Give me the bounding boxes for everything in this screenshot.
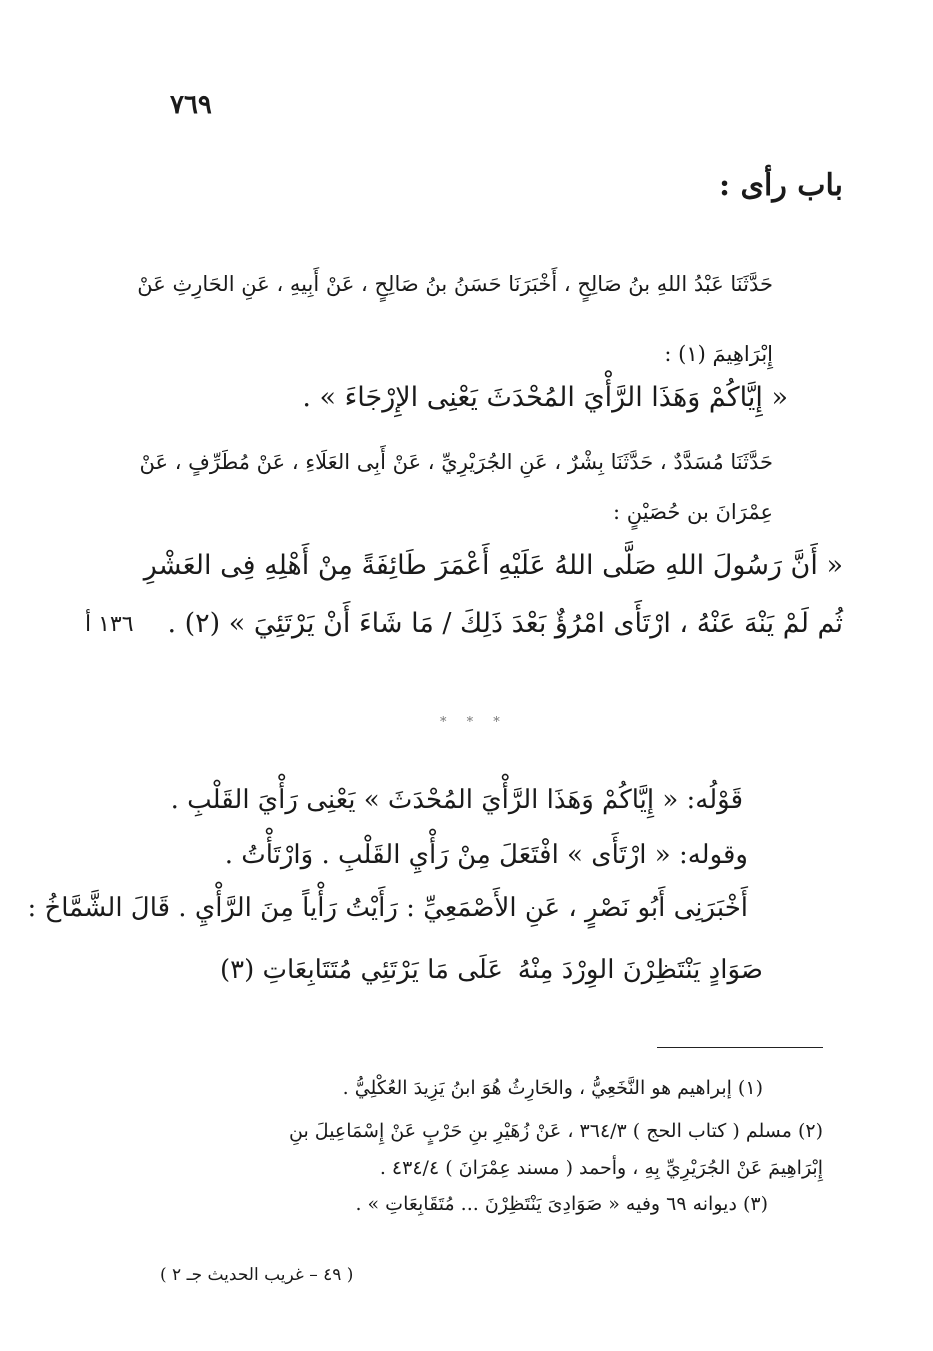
page-number: ٧٦٩ [170, 90, 212, 120]
hadith-text: ثُم لَمْ يَنْهَ عَنْهُ ، ارْتَأَى امْرُؤٌ بَعْدَ ذَلِكَ / مَا شَاءَ أَنْ يَرْتَئِيَ » (٢) . [167, 608, 843, 639]
verse-hemistich: عَلَى مَا يَرْتَئِي مُتَتَابِعَاتِ (٣) [219, 955, 503, 985]
isnad-line: عِمْرَانَ بن حُصَيْنٍ : [613, 500, 773, 524]
footnote: (٣) ديوانه ٦٩ وفيه « صَوَادِىَ يَنْتَظِرْنَ ... مُتَقَابِعَاتِ » . [355, 1193, 768, 1215]
verse-hemistich: صَوَادٍ يَنْتَظِرْنَ الوِرْدَ مِنْهُ [517, 955, 763, 985]
page-signature: ( ٤٩ – غريب الحديث جـ ٢ ) [160, 1265, 354, 1285]
commentary-line: وقوله: « ارْتَأَى » افْتَعَلَ مِنْ رَأْيِ القَلْبِ . وَارْتَأْتُ . [224, 840, 748, 870]
manuscript-folio-ref: ١٣٦ أ [85, 612, 134, 637]
footnote: إِبْرَاهِيمَ عَنْ الجُرَيْرِيِّ بِهِ ، وأحمد ( مسند عِمْرَانَ ) ٤٣٤/٤ . [379, 1157, 823, 1179]
footnote-divider [657, 1047, 823, 1048]
isnad-line: حَدَّثَنَا عَبْدُ اللهِ بنُ صَالِحٍ ، أَخْبَرَنَا حَسَنُ بنُ صَالِحٍ ، عَنْ أَبِيهِ ، عَنِ الحَارِثِ عَنْ [137, 272, 773, 296]
hadith-text: « إِيَّاكُمْ وَهَذَا الرَّأْيَ المُحْدَثَ يَعْنِى الإِرْجَاءَ » . [302, 382, 788, 413]
footnote: (١) إبراهيم هو النَّخَعِيُّ ، والحَارِثُ هُوَ ابنُ يَزِيدَ العُكْلِيُّ . [342, 1077, 763, 1099]
commentary-line: أَخْبَرَنِى أَبُو نَصْرٍ ، عَنِ الأَصْمَعِيِّ : رَأَيْتُ رَأْياً مِنَ الرَّأْيِ . قَالَ الشَّمَّاخُ : [27, 893, 748, 923]
chapter-title: باب رأى : [719, 168, 843, 203]
isnad-line: إِبْرَاهِيمَ (١) : [664, 342, 773, 366]
isnad-line: حَدَّثَنَا مُسَدَّدٌ ، حَدَّثَنَا بِشْرٌ ، عَنِ الجُرَيْرِيِّ ، عَنْ أَبِى العَلَاءِ ، عَنْ مُطَرِّفٍ ، عَنْ [139, 450, 773, 474]
commentary-line: قَوْلُه: « إِيَّاكُمْ وَهَذَا الرَّأْيَ المُحْدَثَ » يَعْنِى رَأْيَ القَلْبِ . [170, 785, 743, 815]
section-separator: * * * [440, 715, 508, 730]
footnote: (٢) مسلم ( كتاب الحج ) ٣٦٤/٣ ، عَنْ زُهَيْرِ بنِ حَرْبٍ عَنْ إِسْمَاعِيلَ بنِ [289, 1120, 823, 1142]
hadith-text: « أَنَّ رَسُولَ اللهِ صَلَّى اللهُ عَلَيْهِ أَعْمَرَ طَائِفَةً مِنْ أَهْلِهِ فِى العَشْرِ [143, 550, 843, 581]
